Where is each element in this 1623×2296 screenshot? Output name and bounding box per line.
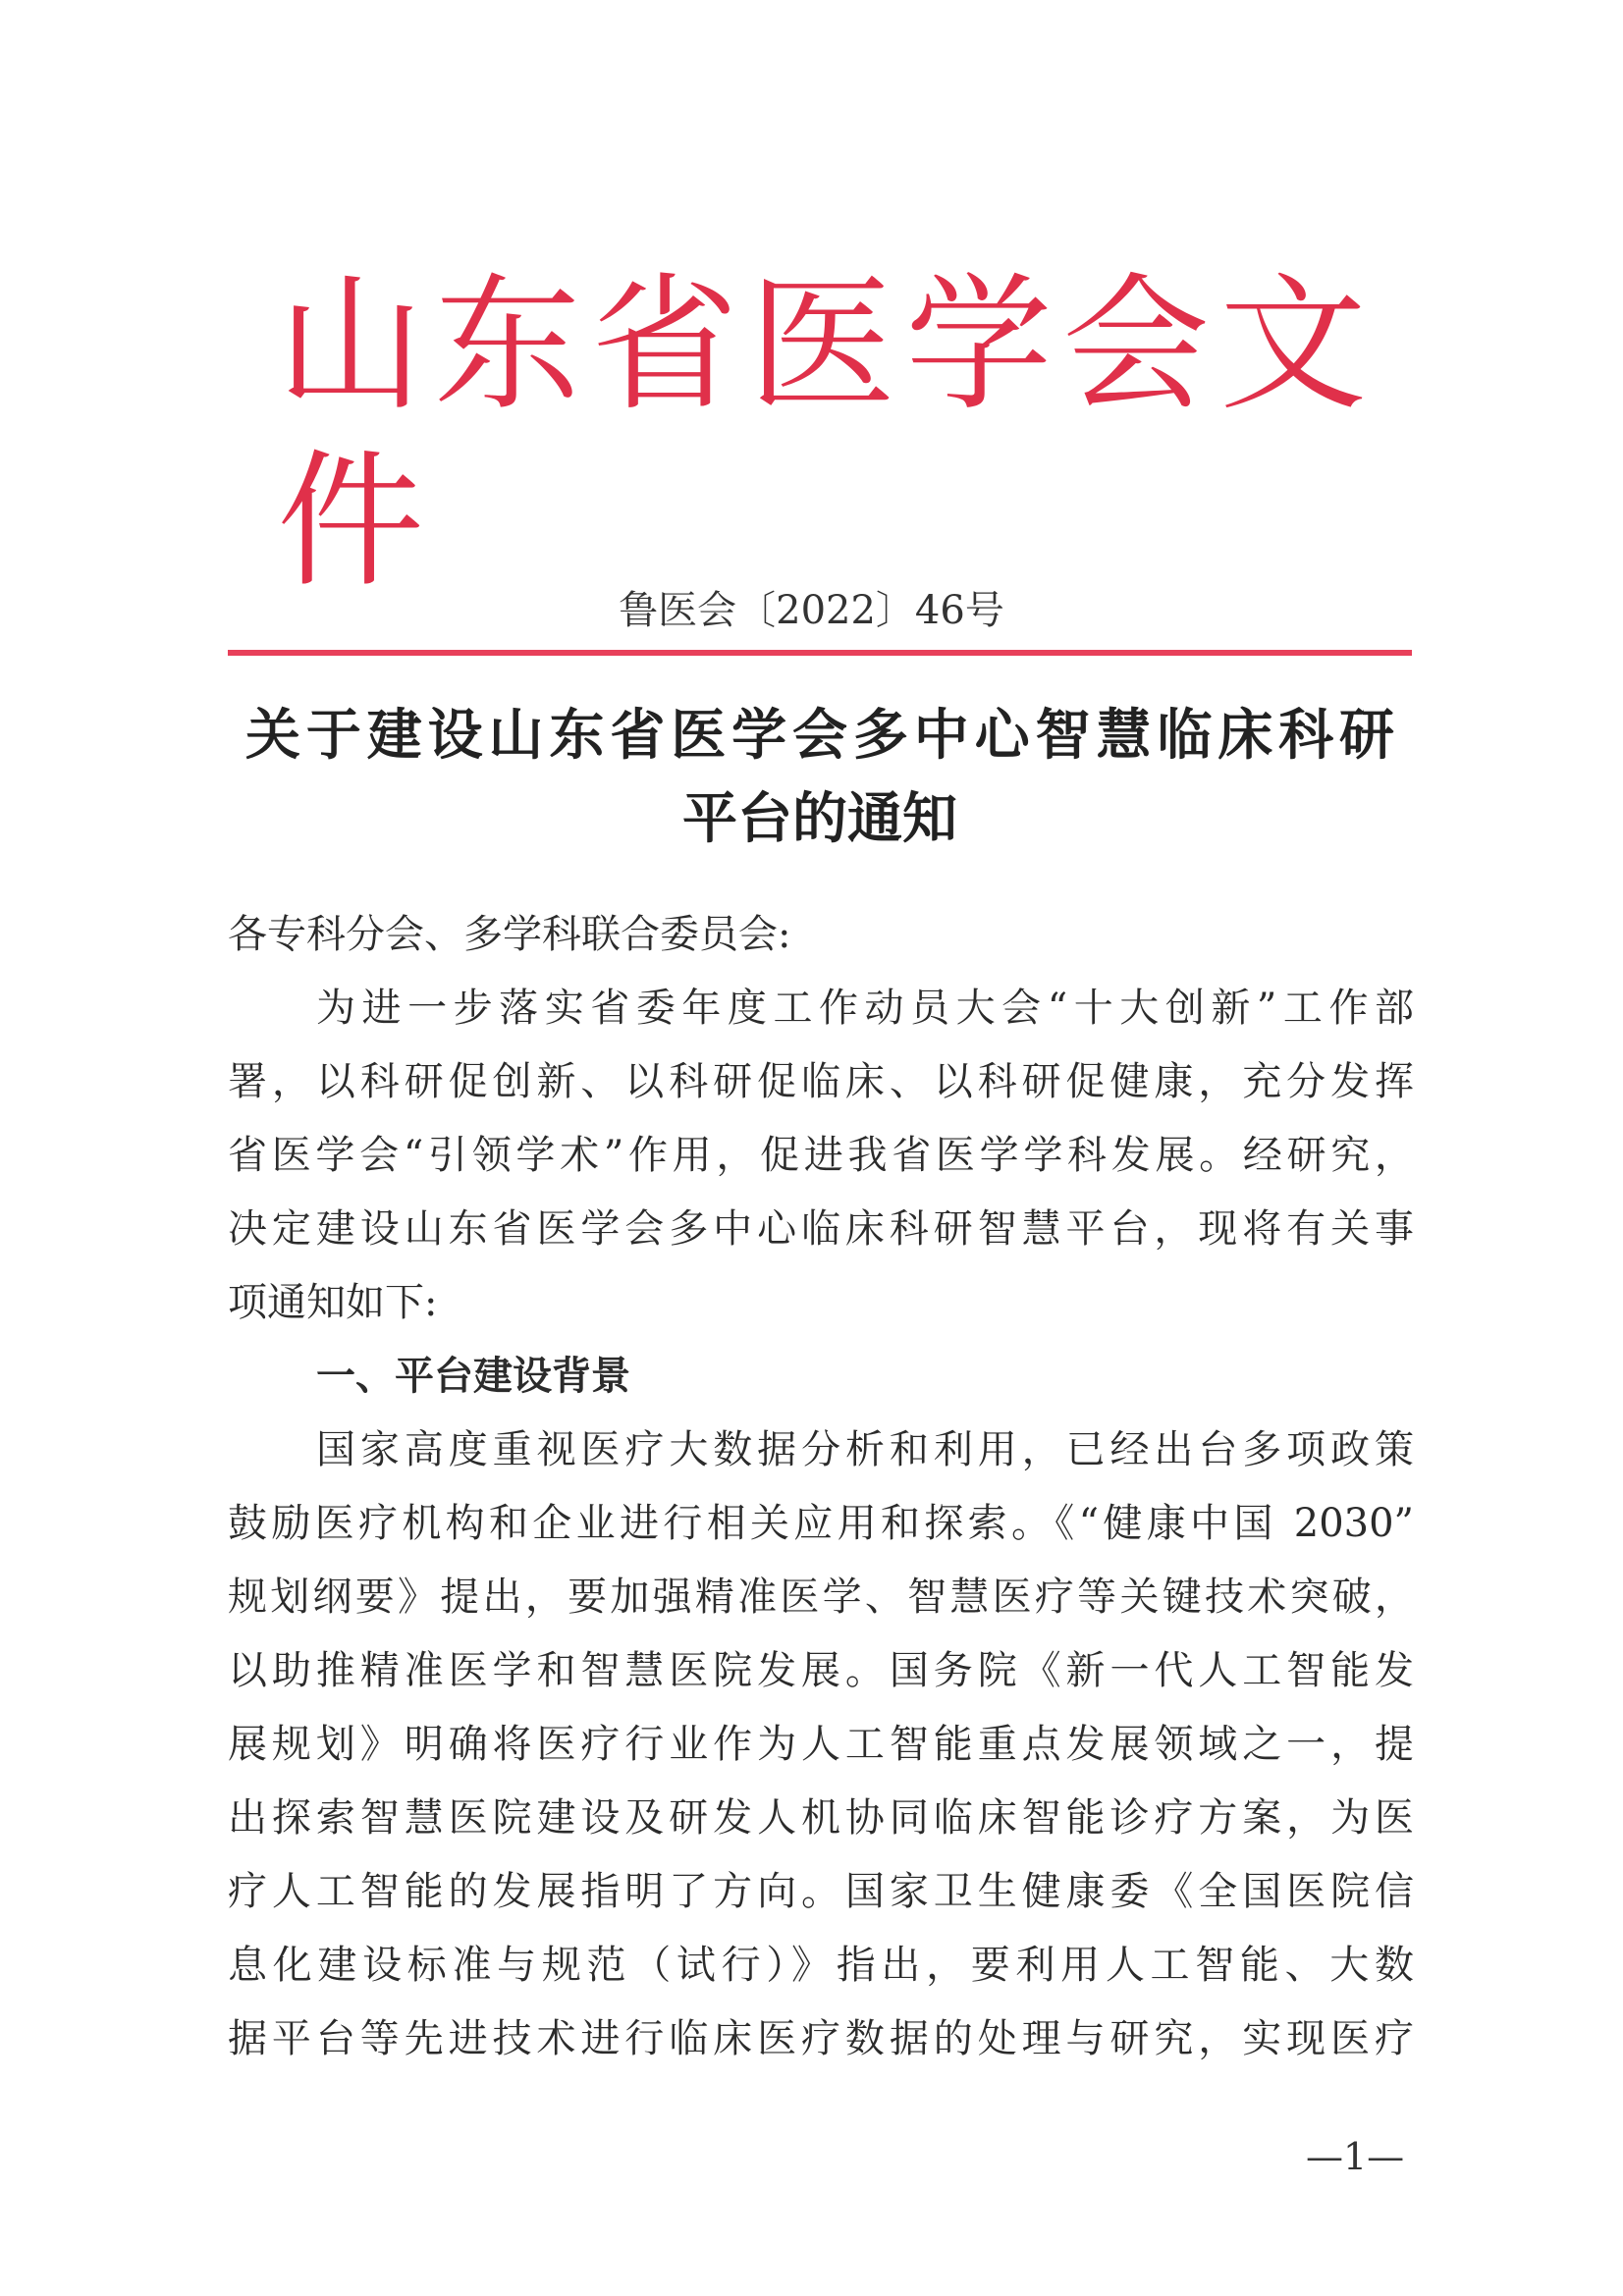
page-number: —1— bbox=[1306, 2135, 1405, 2178]
body-line: 出探索智慧医院建设及研发人机协同临床智能诊疗方案，为医 bbox=[228, 1795, 1414, 1841]
document-title-line-2: 平台的通知 bbox=[682, 787, 957, 851]
section-heading: 一、平台建设背景 bbox=[316, 1354, 630, 1399]
body-line: 决定建设山东省医学会多中心临床科研智慧平台，现将有关事 bbox=[228, 1206, 1414, 1252]
masthead-title: 山东省医学会文件 bbox=[277, 260, 1367, 608]
body-line: 项通知如下: bbox=[228, 1280, 438, 1325]
body-line: 展规划》明确将医疗行业作为人工智能重点发展领域之一，提 bbox=[228, 1722, 1414, 1767]
body-line: 署，以科研促创新、以科研促临床、以科研促健康，充分发挥 bbox=[228, 1059, 1414, 1104]
red-divider bbox=[228, 650, 1412, 656]
document-number: 鲁医会〔2022〕46号 bbox=[619, 588, 1004, 633]
body-line: 疗人工智能的发展指明了方向。国家卫生健康委《全国医院信 bbox=[228, 1869, 1414, 1914]
document-title-line-1: 关于建设山东省医学会多中心智慧临床科研 bbox=[245, 704, 1394, 768]
body-line: 省医学会“引领学术”作用，促进我省医学学科发展。经研究， bbox=[228, 1133, 1414, 1178]
body-line: 为进一步落实省委年度工作动员大会“十大创新”工作部 bbox=[316, 986, 1414, 1031]
salutation: 各专科分会、多学科联合委员会: bbox=[228, 912, 791, 957]
body-line: 规划纲要》提出，要加强精准医学、智慧医疗等关键技术突破， bbox=[228, 1575, 1414, 1620]
body-line: 据平台等先进技术进行临床医疗数据的处理与研究，实现医疗 bbox=[228, 2016, 1414, 2061]
body-line: 国家高度重视医疗大数据分析和利用，已经出台多项政策 bbox=[316, 1427, 1414, 1472]
body-line: 鼓励医疗机构和企业进行相关应用和探索。《“健康中国 2030” bbox=[228, 1501, 1414, 1546]
body-line: 息化建设标准与规范（试行）》指出，要利用人工智能、大数 bbox=[228, 1943, 1414, 1988]
body-line: 以助推精准医学和智慧医院发展。国务院《新一代人工智能发 bbox=[228, 1648, 1414, 1693]
